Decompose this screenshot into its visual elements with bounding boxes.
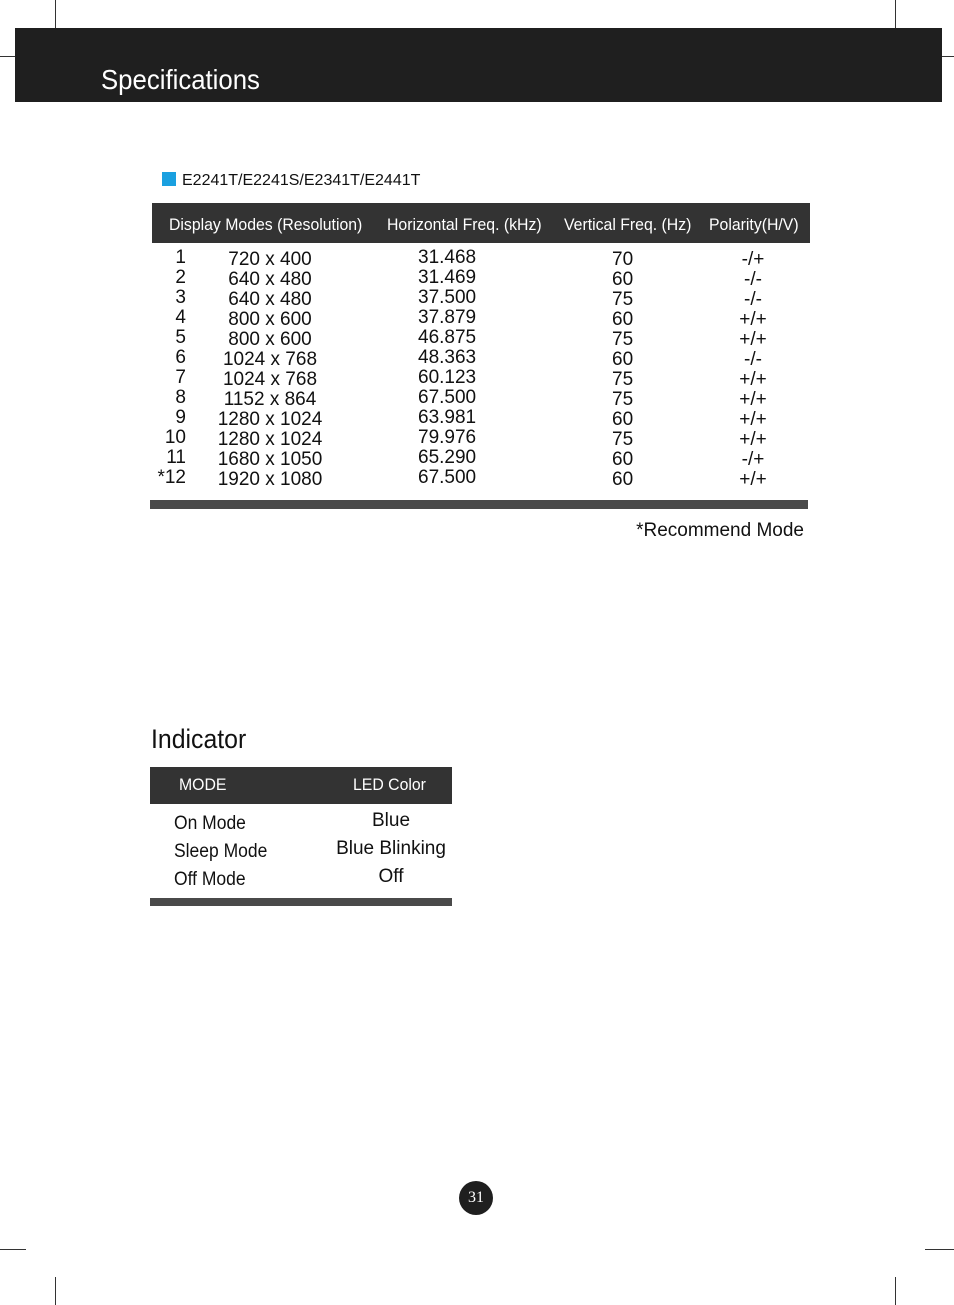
page-title: Specifications xyxy=(101,64,260,95)
crop-mark xyxy=(55,1277,56,1305)
indicator-row xyxy=(0,838,954,864)
indicator-led: Blue xyxy=(371,810,411,831)
model-label xyxy=(162,172,420,190)
crop-mark xyxy=(895,1277,896,1305)
crop-mark xyxy=(55,0,56,28)
mode-number: 6 xyxy=(175,347,186,368)
horizontal-freq: 67.500 xyxy=(418,387,477,408)
resolution: 1280 x 1024 xyxy=(217,429,323,450)
vertical-freq: 60 xyxy=(612,409,634,430)
table-bottom-rule xyxy=(150,500,808,509)
horizontal-freq: 37.500 xyxy=(418,287,477,308)
table-row xyxy=(0,407,954,430)
polarity: +/+ xyxy=(739,369,767,390)
polarity: +/+ xyxy=(739,469,767,490)
indicator-led: Blue Blinking xyxy=(336,838,446,859)
polarity: -/+ xyxy=(741,449,765,470)
mode-number: 8 xyxy=(175,387,186,408)
polarity: -/- xyxy=(744,349,762,370)
indicator-title: Indicator xyxy=(151,724,247,754)
mode-number: 5 xyxy=(175,327,186,348)
square-bullet-icon xyxy=(162,172,176,186)
table-row xyxy=(0,447,954,470)
polarity: -/- xyxy=(744,269,762,290)
indicator-row xyxy=(0,810,954,836)
horizontal-freq: 37.879 xyxy=(418,307,477,328)
spec-table-header xyxy=(152,203,810,243)
table-row xyxy=(0,267,954,290)
table-row xyxy=(0,287,954,310)
table-row xyxy=(0,427,954,450)
model-text: E2241T/E2241S/E2341T/E2441T xyxy=(182,172,421,189)
polarity: -/+ xyxy=(741,249,765,270)
table-row xyxy=(0,307,954,330)
resolution: 1152 x 864 xyxy=(223,389,317,410)
crop-mark xyxy=(0,56,15,57)
col-led-color: LED Color xyxy=(353,775,426,794)
polarity: +/+ xyxy=(739,429,767,450)
indicator-row xyxy=(0,866,954,892)
polarity: +/+ xyxy=(739,389,767,410)
crop-mark xyxy=(0,1249,26,1250)
indicator-led: Off xyxy=(378,866,404,887)
horizontal-freq: 63.981 xyxy=(418,407,477,428)
table-row xyxy=(0,247,954,270)
vertical-freq: 60 xyxy=(612,269,634,290)
col-mode: MODE xyxy=(179,775,227,794)
horizontal-freq: 67.500 xyxy=(418,467,477,488)
polarity: +/+ xyxy=(739,309,767,330)
mode-number: 2 xyxy=(175,267,186,288)
recommend-note: *Recommend Mode xyxy=(636,520,804,541)
col-display-modes: Display Modes (Resolution) xyxy=(169,215,363,234)
table-row xyxy=(0,347,954,370)
resolution: 1680 x 1050 xyxy=(217,449,323,470)
indicator-table-header xyxy=(150,767,452,804)
table-row xyxy=(0,327,954,350)
mode-number: 3 xyxy=(175,287,186,308)
page-header xyxy=(15,28,942,102)
resolution: 800 x 600 xyxy=(228,309,312,330)
crop-mark xyxy=(925,1249,954,1250)
vertical-freq: 75 xyxy=(612,329,634,350)
polarity: +/+ xyxy=(739,329,767,350)
mode-number: 1 xyxy=(175,247,186,268)
page-number: 31 xyxy=(459,1181,493,1215)
resolution: 720 x 400 xyxy=(228,249,312,270)
mode-number: 7 xyxy=(175,367,186,388)
vertical-freq: 60 xyxy=(612,449,634,470)
resolution: 800 x 600 xyxy=(228,329,312,350)
crop-mark xyxy=(942,56,954,57)
resolution: 1024 x 768 xyxy=(222,369,318,390)
mode-number: *12 xyxy=(157,467,186,488)
polarity: +/+ xyxy=(739,409,767,430)
vertical-freq: 75 xyxy=(612,369,634,390)
indicator-mode: On Mode xyxy=(174,813,246,834)
resolution: 1024 x 768 xyxy=(222,349,318,370)
horizontal-freq: 31.468 xyxy=(418,247,477,268)
polarity: -/- xyxy=(744,289,762,310)
indicator-mode: Off Mode xyxy=(174,869,246,890)
horizontal-freq: 79.976 xyxy=(418,427,477,448)
vertical-freq: 75 xyxy=(612,289,634,310)
vertical-freq: 60 xyxy=(612,349,634,370)
horizontal-freq: 65.290 xyxy=(418,447,477,468)
resolution: 640 x 480 xyxy=(228,289,312,310)
mode-number: 9 xyxy=(175,407,186,428)
indicator-mode: Sleep Mode xyxy=(174,841,268,862)
indicator-bottom-rule xyxy=(150,898,452,906)
vertical-freq: 75 xyxy=(612,389,634,410)
table-row xyxy=(0,467,954,490)
vertical-freq: 70 xyxy=(612,249,634,270)
table-row xyxy=(0,367,954,390)
mode-number: 11 xyxy=(166,447,186,468)
mode-number: 4 xyxy=(175,307,186,328)
resolution: 1280 x 1024 xyxy=(217,409,323,430)
col-horizontal-freq: Horizontal Freq. (kHz) xyxy=(387,215,542,234)
vertical-freq: 60 xyxy=(612,309,634,330)
resolution: 1920 x 1080 xyxy=(217,469,323,490)
col-vertical-freq: Vertical Freq. (Hz) xyxy=(564,215,692,234)
crop-mark xyxy=(895,0,896,28)
horizontal-freq: 60.123 xyxy=(418,367,477,388)
horizontal-freq: 48.363 xyxy=(418,347,477,368)
table-row xyxy=(0,387,954,410)
horizontal-freq: 31.469 xyxy=(418,267,477,288)
col-polarity: Polarity(H/V) xyxy=(709,215,799,234)
resolution: 640 x 480 xyxy=(228,269,312,290)
vertical-freq: 60 xyxy=(612,469,634,490)
mode-number: 10 xyxy=(164,427,186,448)
horizontal-freq: 46.875 xyxy=(418,327,477,348)
vertical-freq: 75 xyxy=(612,429,634,450)
